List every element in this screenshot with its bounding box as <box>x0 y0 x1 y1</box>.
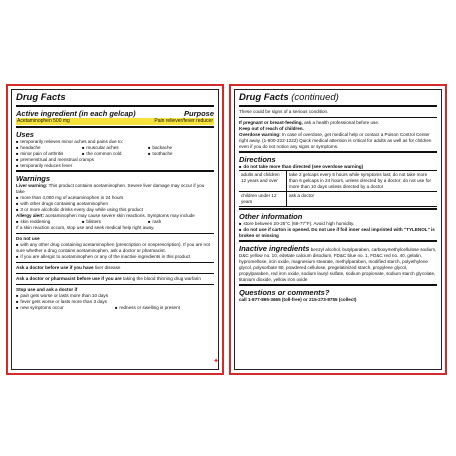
pregnancy-label: If pregnant or breast-feeding, <box>239 120 303 125</box>
allergy-label: Allergy alert: <box>16 213 45 218</box>
directions-table <box>239 170 437 207</box>
liver-warning <box>16 183 214 195</box>
divider <box>239 117 437 118</box>
drug-facts-title: Drug Facts <box>16 92 66 103</box>
drug-facts-panel-right <box>229 84 447 375</box>
allergy-text: acetaminophen may cause severe skin reactions. Symptoms may include <box>45 213 195 218</box>
overdose-warning <box>239 132 437 150</box>
dir-who: children under 12 years <box>239 192 287 207</box>
stop-item: ■ fever gets worse or lasts more than 3 days <box>16 299 214 305</box>
stop-use-heading: Stop use and ask a doctor if <box>16 287 78 292</box>
drug-facts-left-inner <box>11 89 219 370</box>
star-mark-icon: ✦ <box>213 358 219 365</box>
inactive-ingredients <box>239 244 437 283</box>
use-item: ■ the common cold <box>82 151 148 157</box>
other-info-item: ■ do not use if carton is opened. Do not use if foil inner seal imprinted with "TYLENOL" is broken or missing <box>239 227 437 239</box>
uses-heading: Uses <box>16 130 34 139</box>
use-item: ■ headache <box>16 145 82 151</box>
overdose-label: Overdose warning: <box>239 132 281 137</box>
use-item: ■ backache <box>148 145 214 151</box>
divider <box>16 262 214 263</box>
overdose-text: In case of overdose, get medical help or contact a Poison Control Center right away. (1-800-222-1222) Quick medical attention is critical for adults as well as for children even if you do not notice any signs or symptoms. <box>239 132 432 149</box>
ask-doctor-text: liver disease <box>94 265 121 270</box>
stop-item: ■ pain gets worse or lasts more than 10 days <box>16 293 214 299</box>
liver-item: ■ more than 4,000 mg of acetaminophen in 24 hours <box>16 195 214 201</box>
active-ingredient: Acetaminophen 500 mg <box>17 118 70 124</box>
purpose: Pain reliever/fever reducer <box>154 118 213 124</box>
liver-warning-label: Liver warning: <box>16 183 48 188</box>
divider <box>239 151 437 153</box>
ask-pharmacist <box>16 276 214 282</box>
use-item: ■ muscular aches <box>82 145 148 151</box>
allergy-item: ■ rash <box>148 219 214 225</box>
dir-what: take 2 gelcaps every 6 hours while symptoms last; do not take more than 6 gelcaps in 24 hours, unless directed by a doctor; do not use for more than 10 days unless directed by a doctor <box>287 171 437 192</box>
dir-who: adults and children 12 years and over <box>239 171 287 192</box>
do-not-use-heading: Do not use <box>16 236 40 241</box>
drug-facts-title-continued <box>239 92 437 104</box>
do-not-use-item: ■ with any other drug containing acetaminophen (prescription or nonprescription). If you are not sure whether a drug contains acetaminophen, ask a doctor or pharmacist. <box>16 242 214 254</box>
inactive-text: benzyl alcohol, butylparaben, carboxymethylcellulose sodium, D&C yellow no. 10, edetate calcium disodium, FD&C blue no. 1, FD&C red no. 40, gelatin, hypromellose, iron oxide, magnesium stearate, methylparaben, modified starch, polyethylene glycol, polysorbate 80, powdered cellulose, pregelatinized starch, propylene glycol, propylparaben, red iron oxide, sodium lauryl sulfate, sodium propionate, sodium starch glycolate, titanium dioxide, yellow iron oxide <box>239 247 437 282</box>
allergy-item: ■ skin reddening <box>16 219 82 225</box>
use-item: ■ toothache <box>148 151 214 157</box>
divider <box>16 126 214 128</box>
questions-heading: Questions or comments? <box>239 288 330 297</box>
divider <box>239 105 437 107</box>
liver-warning-text: This product contains acetaminophen. Severe liver damage may occur if you take <box>16 183 205 194</box>
divider <box>239 284 437 286</box>
drug-facts-right-inner <box>234 89 442 370</box>
directions-warning: ■ do not take more than directed (see overdose warning) <box>239 164 437 170</box>
drug-facts-title: Drug Facts <box>239 92 289 103</box>
divider <box>239 208 437 210</box>
inactive-heading: Inactive ingredients <box>239 244 310 253</box>
dir-what: ask a doctor <box>287 192 437 207</box>
divider <box>16 170 214 172</box>
directions-heading: Directions <box>239 155 276 164</box>
other-info-item: ■ store between 20-25°C (68-77°F). Avoid high humidity. <box>239 221 437 227</box>
liver-item: ■ 3 or more alcoholic drinks every day while using this product <box>16 207 214 213</box>
ask-pharmacist-label: Ask a doctor or pharmacist before use if you are <box>16 276 122 281</box>
use-item: ■ premenstrual and menstrual cramps <box>16 157 214 163</box>
uses-fever: ■ temporarily reduces fever <box>16 163 214 169</box>
pregnancy-text: ask a health professional before use. <box>304 120 380 125</box>
divider <box>16 273 214 274</box>
other-info-heading: Other information <box>239 212 303 221</box>
divider <box>16 233 214 234</box>
drug-facts-panel-left <box>6 84 224 375</box>
keep-out-of-reach: Keep out of reach of children. <box>239 126 304 131</box>
warnings-heading: Warnings <box>16 174 51 183</box>
use-item: ■ minor pain of arthritis <box>16 151 82 157</box>
continued-label: (continued) <box>291 92 339 103</box>
divider <box>239 240 437 242</box>
allergy-item: ■ blisters <box>82 219 148 225</box>
purpose-heading: Purpose <box>183 109 214 118</box>
questions-phone: call 1-877-895-3665 (toll-free) or 215-273-8755 (collect) <box>239 297 357 302</box>
allergy-after: If a skin reaction occurs, stop use and seek medical help right away. <box>16 225 155 230</box>
stop-item: ■ redness or swelling is present <box>115 305 214 311</box>
serious-note: These could be signs of a serious condition. <box>239 109 329 114</box>
do-not-use-item: ■ if you are allergic to acetaminophen or any of the inactive ingredients in this product <box>16 254 214 260</box>
divider <box>16 105 214 107</box>
divider <box>16 284 214 285</box>
stop-item: ■ new symptoms occur <box>16 305 115 311</box>
ask-doctor <box>16 265 214 271</box>
ask-doctor-label: Ask a doctor before use if you have <box>16 265 94 270</box>
uses-intro: ■ temporarily relieves minor aches and pains due to: <box>16 139 214 145</box>
uses-list <box>16 145 214 157</box>
active-ingredient-row <box>16 118 214 125</box>
active-ingredient-heading: Active ingredient (in each gelcap) <box>16 109 136 118</box>
ask-pharmacist-text: taking the blood thinning drug warfarin <box>122 276 201 281</box>
stop-list-last <box>16 305 214 311</box>
liver-item: ■ with other drugs containing acetaminophen <box>16 201 214 207</box>
